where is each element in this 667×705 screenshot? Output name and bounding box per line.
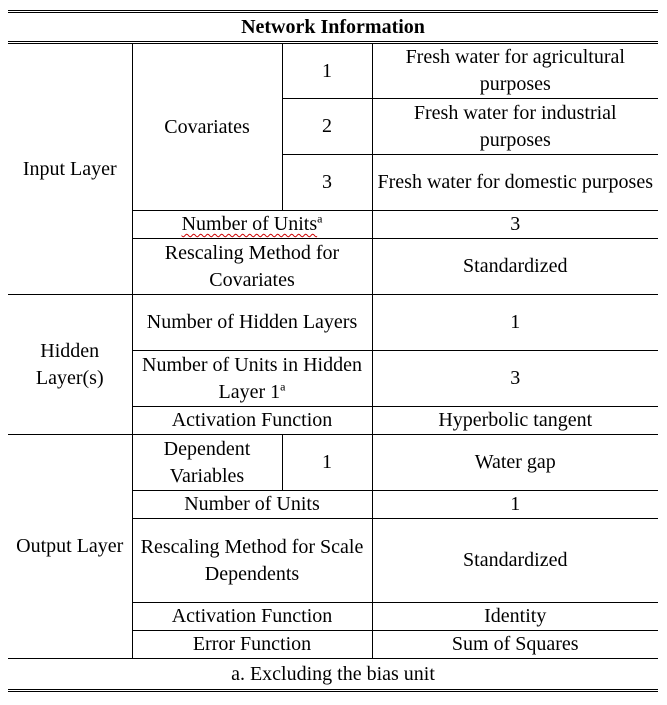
covariate-name: Fresh water for domestic purposes	[372, 155, 658, 211]
output-error-value: Sum of Squares	[372, 631, 658, 659]
covariate-name: Fresh water for agricultural purposes	[372, 43, 658, 99]
table-row	[8, 435, 658, 491]
input-units-value: 3	[372, 211, 658, 239]
hidden-units-value: 3	[372, 351, 658, 407]
table-footnote: a. Excluding the bias unit	[8, 659, 658, 691]
covariates-label: Covariates	[132, 43, 282, 211]
input-rescaling-label: Rescaling Method for Covariates	[132, 239, 372, 295]
output-units-value: 1	[372, 491, 658, 519]
input-units-label-text: Number of Units	[181, 213, 318, 235]
table-title-row	[8, 12, 658, 43]
output-error-label: Error Function	[132, 631, 372, 659]
covariate-index: 1	[282, 43, 372, 99]
hidden-units-label	[132, 351, 372, 407]
hidden-units-label-text: Number of Units in Hidden Layer 1	[142, 353, 362, 403]
num-hidden-layers-label: Number of Hidden Layers	[132, 295, 372, 351]
covariate-index: 3	[282, 155, 372, 211]
table-title: Network Information	[8, 12, 658, 43]
hidden-activation-value: Hyperbolic tangent	[372, 407, 658, 435]
output-activation-value: Identity	[372, 603, 658, 631]
network-information-table	[8, 10, 658, 692]
footnote-marker: a	[317, 211, 323, 226]
covariate-name: Fresh water for industrial purposes	[372, 99, 658, 155]
output-rescaling-value: Standardized	[372, 519, 658, 603]
dependent-value: Water gap	[372, 435, 658, 491]
output-layer-label: Output Layer	[16, 535, 124, 557]
output-units-label: Number of Units	[132, 491, 372, 519]
hidden-layer-label: Hidden Layer(s)	[8, 295, 132, 435]
num-hidden-layers-value: 1	[372, 295, 658, 351]
covariate-index: 2	[282, 99, 372, 155]
hidden-activation-label: Activation Function	[132, 407, 372, 435]
input-rescaling-value: Standardized	[372, 239, 658, 295]
table-footnote-row	[8, 659, 658, 691]
table-row	[8, 43, 658, 99]
footnote-marker: a	[280, 378, 286, 393]
output-activation-label: Activation Function	[132, 603, 372, 631]
table-row	[8, 295, 658, 351]
dependent-variables-label: Dependent Variables	[132, 435, 282, 491]
input-layer-label: Input Layer	[8, 43, 132, 295]
output-rescaling-label: Rescaling Method for Scale Dependents	[132, 519, 372, 603]
input-units-label	[132, 211, 372, 239]
dependent-index: 1	[282, 435, 372, 491]
